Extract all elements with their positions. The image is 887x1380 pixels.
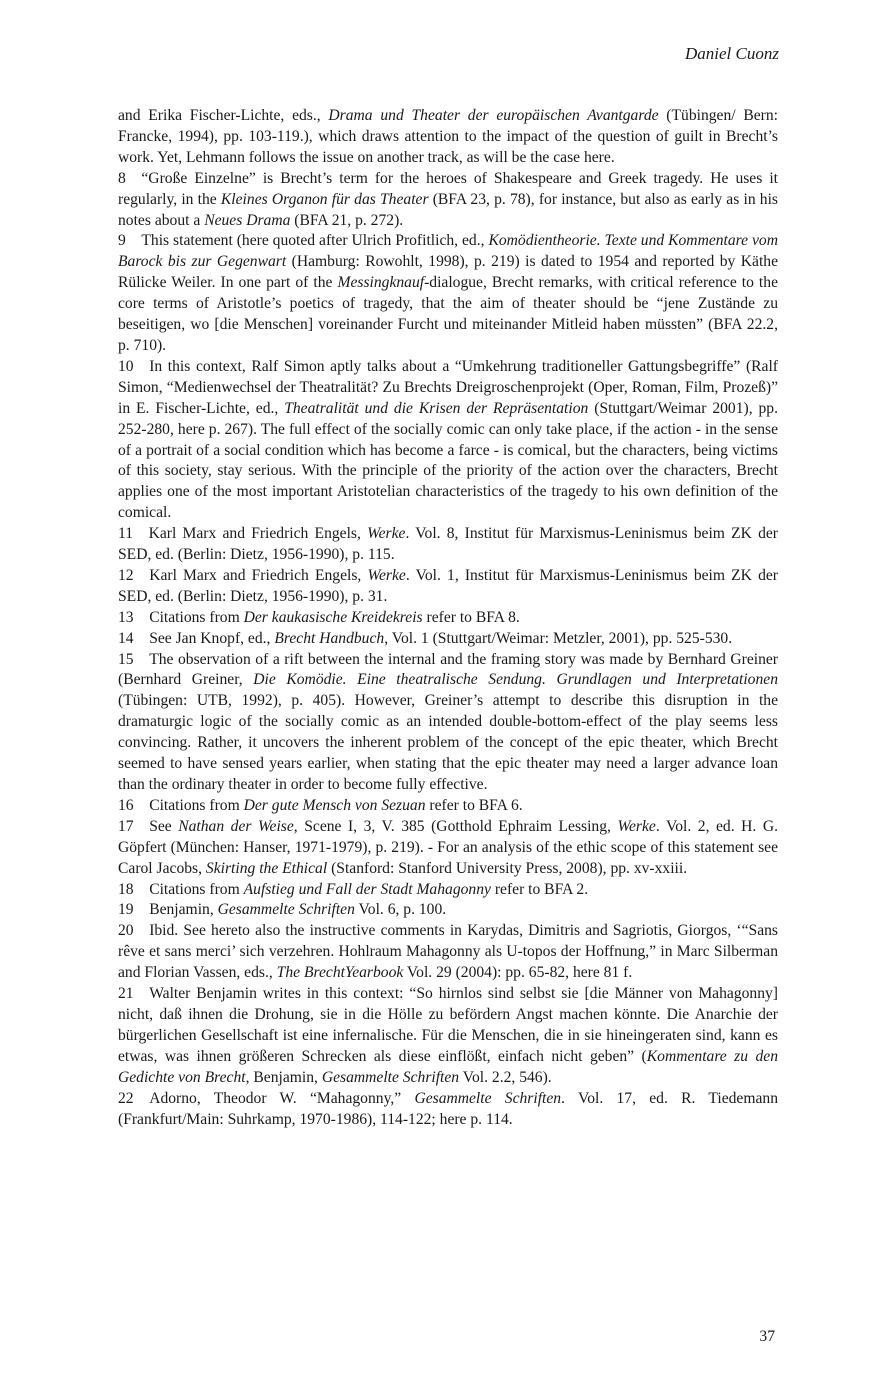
endnote [118, 357, 778, 524]
endnote-text: , Benjamin, [245, 1068, 322, 1086]
endnote-text: . Vol. 17, ed. R. Tiedemann (Frankfurt/Main: Suhrkamp, 1970-1986), 114-122; here p. 114. [118, 1089, 778, 1128]
endnote [118, 817, 778, 880]
endnote-number: 20 [118, 922, 134, 940]
endnote-number: 19 [118, 901, 134, 919]
endnote-number: 10 [118, 357, 134, 375]
endnote-text: , Scene I, 3, V. 385 (Gotthold Ephraim Lessing, [293, 817, 618, 835]
endnote-italic-title: Theatralität und die Krisen der Repräsentation [284, 399, 589, 417]
endnote-text: In this context, Ralf Simon aptly talks about a “Umkehrung traditioneller Gattungsbegriffe” (Ralf Simon, “Medienwechsel der Theatralität? Zu Brechts Dreigroschenprojekt (Oper, Roman, Film, Prozeß)” in E. Fischer-Lichte, ed., [118, 357, 778, 417]
endnote [118, 566, 778, 608]
endnote-italic-title: Nathan der Weise [178, 817, 294, 835]
endnote-italic-title: Komödientheorie. Texte und Kommentare vom Barock bis zur Gegenwart [118, 232, 778, 271]
endnote-text: Walter Benjamin writes in this context: “So hirnlos sind selbst sie [die Männer von Mahagonny] nicht, daß ihnen die Drohung, sie in die Hölle zu befördern Angst machen könnte. Die Anarchie der bürgerlichen Gesellschaft ist eine infernalische. Für die Menschen, die in sie hineingeraten sind, kann es etwas, was ihnen größeren Schrecken als diese einflößt, einfach nicht geben” ( [118, 985, 778, 1065]
endnote-number: 13 [118, 608, 134, 626]
endnote-text: . Vol. 2, ed. H. G. Göpfert (München: Hanser, 1971-1979), p. 219). - For an analysis of the ethic scope of this statement see Carol Jacobs, [118, 817, 778, 877]
endnote-italic-title: Messingknauf [337, 274, 425, 292]
endnote-italic-title: Die Komödie. Eine theatralische Sendung. Grundlagen und Interpretationen [253, 671, 778, 689]
endnote-italic-title: Drama und Theater der europäischen Avantgarde [328, 107, 659, 124]
endnote-text: (BFA 21, p. 272). [290, 211, 404, 229]
endnote-italic-title: Werke [617, 817, 656, 835]
endnote-number: 21 [118, 985, 134, 1003]
endnote-text: Vol. 6, p. 100. [354, 901, 447, 919]
endnote-number: 14 [118, 629, 134, 647]
endnote-text: “Große Einzelne” is Brecht’s term for the heroes of Shakespeare and Greek tragedy. He uses it regularly, in the [118, 169, 778, 208]
endnote-text: Vol. 2.2, 546). [459, 1068, 552, 1086]
endnote-text: (Stanford: Stanford University Press, 2008), pp. xv-xxiii. [327, 859, 688, 877]
endnote-text: . Vol. 8, Institut für Marxismus-Leninismus beim ZK der SED, ed. (Berlin: Dietz, 1956-1990), p. 115. [118, 525, 778, 564]
endnote-text: refer to BFA 8. [422, 608, 520, 626]
endnote [118, 1089, 778, 1131]
endnote-italic-title: Kommentare zu den Gedichte von Brecht [118, 1047, 779, 1086]
endnote-italic-title: Neues Drama [204, 211, 291, 229]
endnote-text: See [149, 817, 179, 835]
endnote-italic-title: Aufstieg und Fall der Stadt Mahagonny [243, 880, 491, 898]
endnote-number: 9 [118, 232, 126, 250]
endnote-text: (Tübingen/ Bern: Francke, 1994), pp. 103-119.), which draws attention to the impact of the question of guilt in Brecht’s work. Yet, Lehmann follows the issue on another track, as will be the case here. [118, 107, 778, 166]
endnote-italic-title: Werke [367, 566, 406, 584]
endnote-italic-title: Der gute Mensch von Sezuan [243, 796, 426, 814]
endnote [118, 650, 778, 796]
endnote-number: 22 [118, 1089, 134, 1107]
endnote-italic-title: Gesammelte Schriften [321, 1068, 460, 1086]
endnote [118, 984, 778, 1089]
endnote-text: Ibid. See hereto also the instructive comments in Karydas, Dimitris and Sagriotis, Giorgos, ‘“Sans rêve et sans merci’ sich verzehren. Hohlraum Mahagonny als U-topos der Hoffnung,” in Marc Silberman and Florian Vassen, eds., [118, 922, 778, 982]
endnote-text: This statement (here quoted after Ulrich Profitlich, ed., [141, 232, 489, 250]
endnote-italic-title: Der kaukasische Kreidekreis [243, 608, 423, 626]
endnote-text: and Erika Fischer-Lichte, eds., [118, 107, 329, 124]
endnote-number: 18 [118, 880, 134, 898]
endnote-number: 17 [118, 817, 134, 835]
endnote-text: . Vol. 1, Institut für Marxismus-Leninismus beim ZK der SED, ed. (Berlin: Dietz, 1956-1990), p. 31. [118, 566, 778, 605]
endnote-text: Citations from [149, 880, 244, 898]
endnote [118, 880, 778, 901]
endnote-text: (Tübingen: UTB, 1992), p. 405). However, Greiner’s attempt to describe this disruption in the dramaturgic logic of the socially comic as an intended double-bottom-effect of the play seems less convincing. Rather, it uncovers the inherent problem of the concept of the epic theater, which Brecht seemed to have sensed years earlier, when stating that the epic theater may need a larger advance loan than the ordinary theater in order to become fully effective. [118, 692, 778, 793]
endnote-italic-title: The BrechtYearbook [276, 964, 404, 982]
endnote-number: 12 [118, 566, 134, 584]
endnote-italic-title: Werke [367, 525, 406, 543]
endnote-text: See Jan Knopf, ed., [149, 629, 275, 647]
endnote-number: 8 [118, 169, 126, 187]
endnote-number: 15 [118, 650, 134, 668]
endnote-number: 16 [118, 796, 134, 814]
endnote [118, 900, 778, 921]
endnote-number: 11 [118, 525, 134, 543]
endnote-italic-title: Gesammelte Schriften [217, 901, 355, 919]
endnote-text: (BFA 23, p. 78), for instance, but also as early as in his notes about a [118, 190, 778, 229]
endnote [118, 231, 778, 356]
endnote-italic-title: Brecht Handbuch [274, 629, 385, 647]
endnote [118, 921, 778, 984]
page-number: 37 [759, 1328, 775, 1345]
endnote [118, 629, 778, 650]
endnote-text: Vol. 29 (2004): pp. 65-82, here 81 f. [403, 964, 633, 982]
endnote-text: refer to BFA 2. [490, 880, 589, 898]
endnote-italic-title: Skirting the Ethical [205, 859, 328, 877]
endnote-text: Benjamin, [149, 901, 218, 919]
endnote-text: refer to BFA 6. [425, 796, 523, 814]
endnote-text: Karl Marx and Friedrich Engels, [149, 566, 368, 584]
endnote [118, 106, 778, 169]
endnote-text: , Vol. 1 (Stuttgart/Weimar: Metzler, 2001), pp. 525-530. [384, 629, 733, 647]
endnote-italic-title: Gesammelte Schriften [414, 1089, 562, 1107]
endnote-text: -dialogue, Brecht remarks, with critical reference to the core terms of Aristotle’s poetics of tragedy, that the aim of theater should be “jene Zustände zu beseitigen, wo [die Menschen] voreinander Furcht und miteinander Mitleid haben müssten” (BFA 22.2, p. 710). [118, 274, 778, 354]
endnote [118, 608, 778, 629]
endnote-text: The observation of a rift between the internal and the framing story was made by Bernhard Greiner (Bernhard Greiner, [118, 650, 778, 689]
endnote [118, 796, 778, 817]
endnote-text: (Hamburg: Rowohlt, 1998), p. 219) is dated to 1954 and reported by Käthe Rülicke Weiler. In one part of the [118, 253, 778, 292]
running-head-author: Daniel Cuonz [685, 44, 779, 63]
endnote-text: (Stuttgart/Weimar 2001), pp. 252-280, here p. 267). The full effect of the socially comic can only take place, if the action - in the sense of a portrait of a social condition which has become a farce - is comical, but the characters, being victims of this society, stay serious. With the principle of the priority of the action over the characters, Brecht applies one of the most important Aristotelian characteristics of the tragedy to his own definition of the comical. [118, 399, 778, 522]
endnote-text: Adorno, Theodor W. “Mahagonny,” [149, 1089, 415, 1107]
endnote [118, 524, 778, 566]
endnote-text: Citations from [149, 608, 244, 626]
endnotes-list [118, 106, 778, 1130]
endnote-italic-title: Kleines Organon für das Theater [220, 190, 429, 208]
endnote [118, 169, 778, 232]
endnote-text: Citations from [149, 796, 244, 814]
endnote-text: Karl Marx and Friedrich Engels, [148, 525, 368, 543]
